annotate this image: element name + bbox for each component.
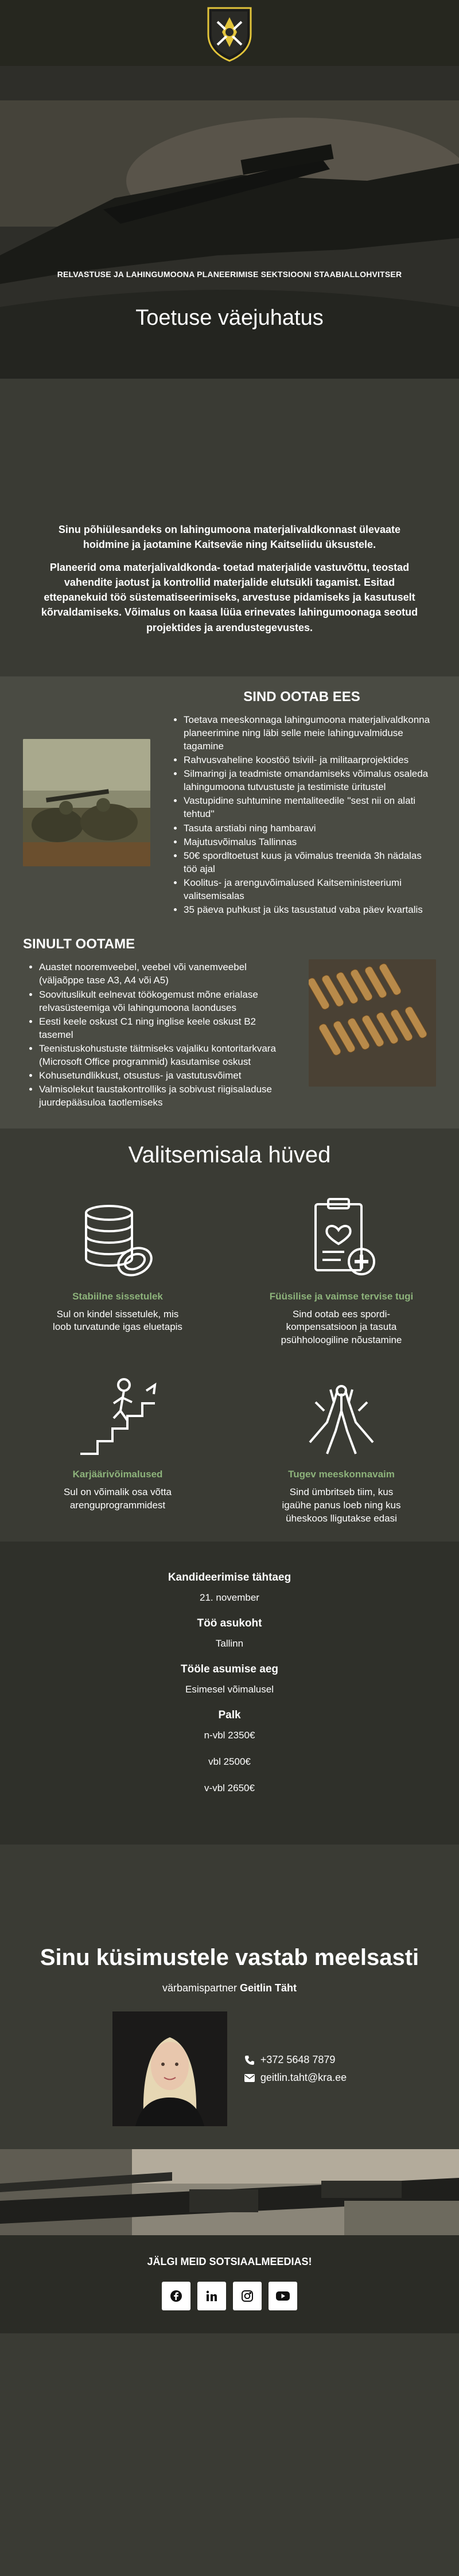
benefit-text: Sind ümbritseb tiim, kus igaühe panus loeb ning kus üheskoos lligutakse edasi [282,1487,401,1524]
team-hands-icon [293,1368,390,1465]
contact-name: Geitlin Täht [240,1982,297,1994]
benefit-text: Sul on võimalik osa võtta arenguprogrammidest [63,1487,172,1511]
list-item: • Vastupidine suhtumine mentaliteedile ''sest nii on alati tehtud'' [184,794,436,820]
benefit-item [23,1190,212,1348]
instagram-button[interactable] [233,2282,262,2310]
offer-title: SIND OOTAB EES [243,688,360,705]
social-section [0,2235,459,2333]
linkedin-icon [206,2290,217,2302]
contact-section [0,1845,459,2149]
health-clipboard-icon [293,1190,390,1287]
list-item: • Majutusvõimalus Tallinnas [184,835,436,849]
intro-paragraph-2: Planeerid oma materjalivaldkonda- toetad materjalide vastuvõttu, teostad vahendite jaotust ja kontrollid materjalide elutsükli tagamist. Esitad ettepanekuid töö süstematiseerimiseks, arvestuse pidamiseks ja kasutuselt kõrvaldamiseks. Võimalus on kaasa lüüa erinevates lahingumoonaga seotud projektides ja arendustegevustes. [41,562,418,633]
email-address[interactable]: geitlin.taht@kra.ee [260,2072,347,2084]
hero-overlay [0,66,459,379]
phone-icon [244,2055,255,2065]
social-icons [0,2282,459,2310]
list-item: • Eesti keele oskust C1 ning inglise keele oskust B2 tasemel [39,1015,291,1041]
benefits-title: Valitsemisala hüved [128,1142,331,1168]
list-item: • Tasuta arstiabi ning hambaravi [184,822,436,835]
requirements-title: SINULT OOTAME [23,936,135,952]
hero-title: Toetuse väejuhatus [135,306,324,330]
list-item: • 35 päeva puhkust ja üks tasustatud vaba päev kvartalis [184,903,436,916]
offer-requirements-band [0,676,459,1129]
start-value: Esimesel võimalusel [185,1684,274,1695]
list-item: • 50€ spordltoetust kuus ja võimalus treenida 3h nädalas töö ajal [184,849,436,875]
job-details [0,1542,459,1845]
offer-list [168,713,436,917]
career-stairs-icon [69,1368,166,1465]
contact-row [23,2011,436,2126]
youtube-icon [276,2291,290,2301]
list-item: • Soovituslikult eelnevat töökogemust mõne erialase relvasüsteemiga või lahingumoona laonduses [39,988,291,1014]
salary-label: Palk [218,1709,241,1722]
list-item: • Koolitus- ja arenguvõimalused Kaitseministeeriumi valitsemisalas [184,876,436,902]
location-value: Tallinn [215,1638,244,1649]
contact-info [244,2048,347,2089]
social-title: JÄLGI MEID SOTSIAALMEEDIAS! [147,2256,312,2268]
salary-value: n-vbl 2350€ [204,1730,255,1741]
benefit-item [247,1368,436,1526]
facebook-button[interactable] [162,2282,190,2310]
deadline-value: 21. november [200,1592,259,1604]
intro-paragraph-1: Sinu põhiülesandeks on lahingumoona materjalivaldkonnast ülevaate hoidmine ja jaotamine Kaitseväe ning Kaitseliidu üksustele. [58,524,401,551]
list-item: • Silmaringi ja teadmiste omandamiseks võimalus osaleda lahingumoona tutvustuste ja testimiste üritustel [184,767,436,793]
salary-value: v-vbl 2650€ [204,1783,255,1794]
benefit-title: Karjäärivõimalused [72,1469,163,1480]
benefit-item [247,1190,436,1348]
linkedin-button[interactable] [197,2282,226,2310]
phone-number[interactable]: +372 5648 7879 [260,2054,336,2066]
benefit-title: Tugev meeskonnavaim [288,1469,395,1480]
top-bar [0,0,459,66]
requirements-block [23,936,436,1110]
benefit-text: Sind ootab ees spordi- kompensatsioon ja tasuta psühholoogiline nõustamine [281,1308,402,1346]
requirements-list [23,960,291,1109]
contact-role: värbamispartner [162,1982,238,1994]
list-item: • Valmisolekut taustakontrolliks ja sobivust riigisaladuse juurdepääsuloa taotlemiseks [39,1083,291,1109]
contact-subtitle [23,1982,436,1994]
salary-value: vbl 2500€ [208,1756,251,1768]
email-line[interactable] [244,2072,347,2084]
salary-values [23,1730,436,1794]
hero-subtitle: RELVASTUSE JA LAHINGUMOONA PLANEERIMISE SEKTSIOONI STAABIALLOHVITSER [57,270,402,279]
benefits-grid [23,1190,436,1526]
list-item: • Rahvusvaheline koostöö tsiviil- ja militaarprojektides [184,753,436,766]
benefit-item [23,1368,212,1526]
location-label: Töö asukoht [197,1617,262,1630]
offer-content [168,689,436,917]
start-label: Tööle asumise aeg [180,1663,278,1676]
benefit-title: Füüsilise ja vaimse tervise tugi [269,1290,414,1302]
weapons-strip-image [0,2149,459,2235]
list-item: • Toetava meeskonnaga lahingumoona materjalivaldkonna planeerimine ning läbi selle meie lahinguvalmiduse tagamine [184,713,436,753]
recruiter-photo [112,2011,227,2126]
contact-title: Sinu küsimustele vastab meelsasti [40,1945,419,1971]
deadline-label: Kandideerimise tähtaeg [168,1571,291,1584]
spacer [0,379,459,522]
instagram-icon [241,2290,254,2302]
requirements-content [23,936,291,1110]
emblem-logo[interactable] [204,5,255,62]
intro-section [0,522,459,676]
soldiers-field-image [23,739,150,866]
hero-banner [0,66,459,379]
benefit-title: Stabiilne sissetulek [72,1290,163,1302]
benefits-section [0,1129,459,1542]
coins-icon [69,1190,166,1287]
offer-block [23,689,436,917]
phone-line[interactable] [244,2054,347,2066]
envelope-icon [244,2074,255,2082]
benefit-text: Sul on kindel sissetulek, mis loob turvatunde igas eluetapis [53,1308,182,1333]
list-item: • Auastet nooremveebel, veebel või vanemveebel (väljaõppe tase A3, A4 või A5) [39,960,291,987]
list-item: • Teenistuskohustuste täitmiseks vajaliku kontoritarkvara (Microsoft Office programmid) kasutamise oskust [39,1042,291,1068]
list-item: • Kohusetundlikkust, otsustus- ja vastutusvõimet [39,1069,291,1082]
youtube-button[interactable] [269,2282,297,2310]
facebook-icon [170,2290,182,2302]
ammunition-belt-image [309,959,436,1087]
